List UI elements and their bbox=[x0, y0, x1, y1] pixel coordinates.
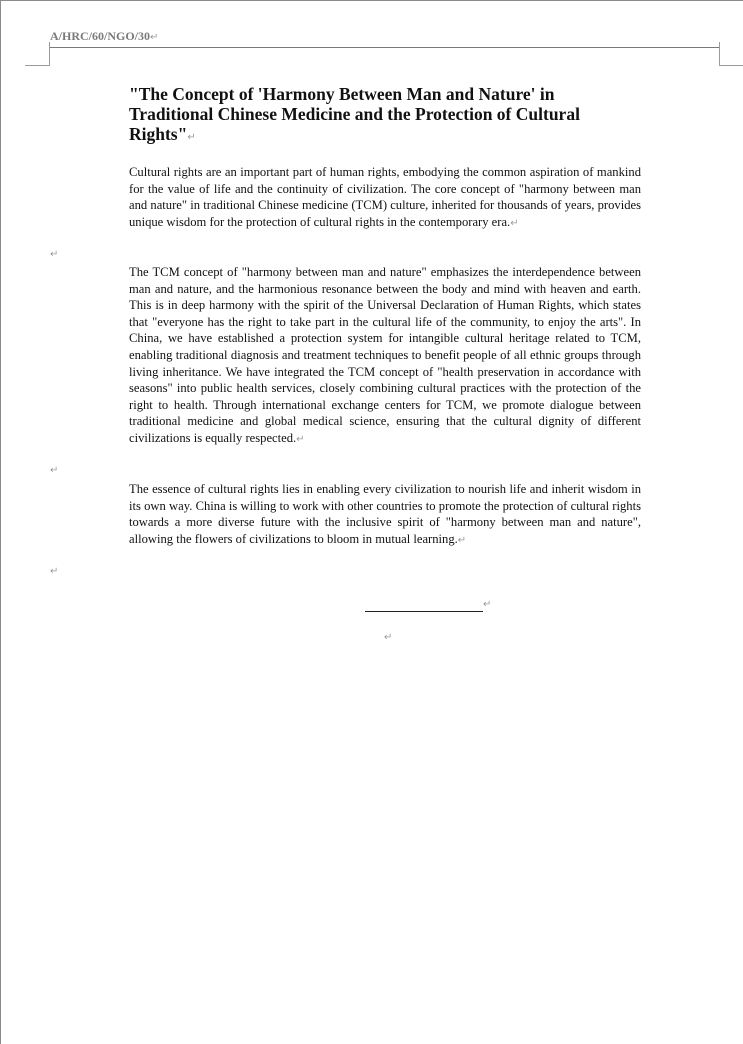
body-paragraph bbox=[129, 264, 641, 449]
paragraph-mark-icon: ↵ bbox=[150, 32, 159, 43]
header-rule bbox=[49, 47, 720, 48]
body-paragraph-text: The TCM concept of "harmony between man and nature" emphasizes the interdependence between man and nature, and the harmonious resonance between the body and mind with heaven and earth. This is in deep harmony with the spirit of the Universal Declaration of Human Rights, which states that "everyone has the right to take part in the cultural life of the community, to enjoy the arts". In China, we have established a protection system for intangible cultural heritage related to TCM, enabling traditional diagnosis and treatment techniques to benefit people of all ethnic groups through living inheritance. We have integrated the TCM concept of "health preservation in accordance with seasons" into public health services, closely combining cultural practices with the protection of the right to health. Through international exchange centers for TCM, we promote dialogue between traditional medicine and global medical science, ensuring that the cultural dignity of different civilizations is equally respected. bbox=[129, 265, 641, 445]
document-title-text: "The Concept of 'Harmony Between Man and Nature' in Traditional Chinese Medicine and the Protection of Cultural Rights" bbox=[129, 84, 580, 144]
body-paragraph bbox=[129, 481, 641, 549]
page-border-left bbox=[0, 0, 1, 1044]
paragraph-mark-icon: ↵ bbox=[384, 632, 393, 643]
body-paragraph bbox=[129, 164, 641, 232]
paragraph-mark-icon: ↵ bbox=[50, 465, 59, 476]
body-paragraph-text: The essence of cultural rights lies in enabling every civilization to nourish life and inherit wisdom in its own way. China is willing to work with other countries to promote the protection of cultural rights towards a more diverse future with the inclusive spirit of "harmony between man and nature", allowing the flowers of civilizations to bloom in mutual learning. bbox=[129, 482, 641, 546]
paragraph-mark-icon: ↵ bbox=[50, 249, 59, 260]
document-symbol bbox=[50, 29, 158, 44]
paragraph-mark-icon: ↵ bbox=[483, 599, 492, 610]
document-title bbox=[129, 84, 641, 148]
corner-mark-top-right-vertical bbox=[719, 42, 720, 66]
document-symbol-text: A/HRC/60/NGO/30 bbox=[50, 29, 151, 43]
paragraph-mark-icon: ↵ bbox=[296, 433, 305, 445]
body-paragraph-text: Cultural rights are an important part of human rights, embodying the common aspiration of mankind for the value of life and the continuity of civilization. The core concept of "harmony between man and nature" in traditional Chinese medicine (TCM) culture, inherited for thousands of years, provides unique wisdom for the protection of cultural rights in the contemporary era. bbox=[129, 165, 641, 229]
corner-mark-top-left-vertical bbox=[49, 42, 50, 66]
corner-mark-top-left-horizontal bbox=[25, 65, 50, 66]
paragraph-mark-icon: ↵ bbox=[50, 566, 59, 577]
corner-mark-top-right-horizontal bbox=[719, 65, 743, 66]
page-border-top bbox=[0, 0, 743, 1]
paragraph-mark-icon: ↵ bbox=[457, 534, 467, 546]
paragraph-mark-icon: ↵ bbox=[510, 217, 519, 229]
closing-rule bbox=[365, 611, 483, 612]
paragraph-mark-icon: ↵ bbox=[187, 132, 196, 143]
